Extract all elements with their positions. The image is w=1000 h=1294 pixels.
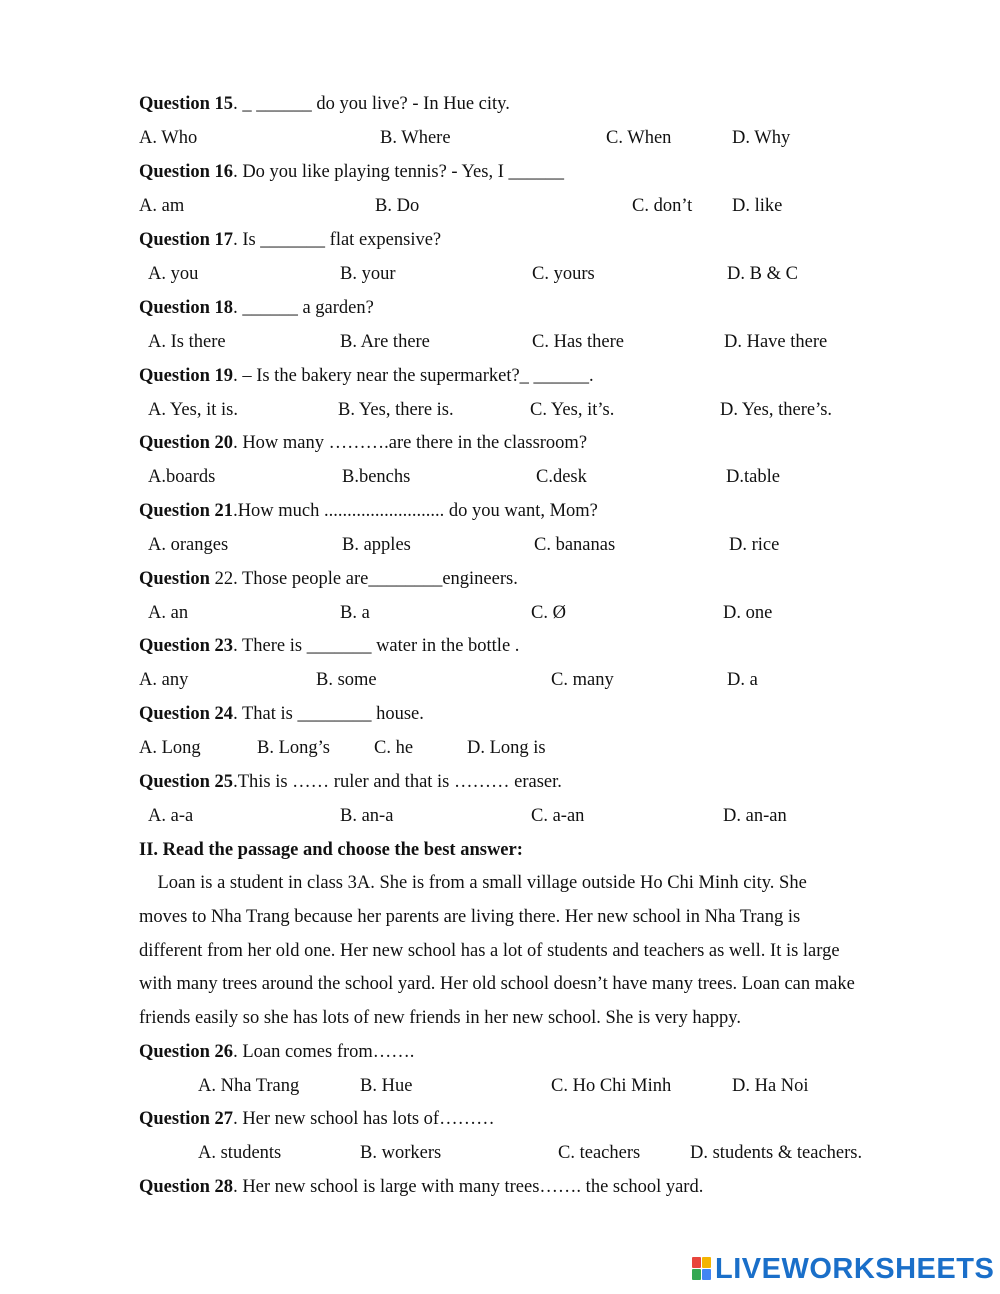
question-label: Question 15 — [139, 94, 234, 114]
question-label: Question 19 — [139, 366, 234, 386]
option-c[interactable]: C. Has there — [532, 332, 624, 352]
option-b[interactable]: B. a — [340, 603, 370, 623]
question-19 — [139, 364, 594, 388]
question-label: Question 28 — [139, 1177, 234, 1197]
option-b[interactable]: B. Are there — [340, 332, 430, 352]
option-b[interactable]: B. apples — [342, 535, 411, 555]
passage-line: different from her old one. Her new school has a lot of students and teachers as well. It is large — [139, 941, 840, 961]
question-label: Question 23 — [139, 636, 234, 656]
option-c[interactable]: C. don’t — [632, 196, 693, 216]
question-text: . Loan comes from……. — [233, 1042, 415, 1062]
option-b[interactable]: B. your — [340, 264, 396, 284]
question-label: Question 16 — [139, 162, 234, 182]
option-c[interactable]: C. he — [374, 738, 414, 758]
question-28 — [139, 1175, 703, 1199]
option-b[interactable]: B. Yes, there is. — [338, 400, 454, 420]
question-text: .How much .......................... do you want, Mom? — [233, 501, 598, 521]
option-d[interactable]: D. Yes, there’s. — [720, 400, 833, 420]
question-text: . _ ______ do you live? - In Hue city. — [233, 94, 510, 114]
question-22 — [139, 567, 518, 591]
option-d[interactable]: D. Have there — [724, 332, 828, 352]
question-27 — [139, 1107, 495, 1131]
option-d[interactable]: D. a — [727, 670, 758, 690]
question-20 — [139, 431, 587, 455]
option-c[interactable]: C. yours — [532, 264, 595, 284]
option-c[interactable]: C. teachers — [558, 1143, 641, 1163]
option-a[interactable]: A. you — [148, 264, 199, 284]
question-label: Question 21 — [139, 501, 234, 521]
question-23 — [139, 634, 519, 658]
option-a[interactable]: A. Who — [139, 128, 198, 148]
question-text: . There is _______ water in the bottle . — [233, 636, 520, 656]
question-18 — [139, 296, 374, 320]
option-a[interactable]: A. a-a — [148, 806, 194, 826]
option-c[interactable]: C. When — [606, 128, 672, 148]
question-label: Question 25 — [139, 772, 234, 792]
option-d[interactable]: D. students & teachers. — [690, 1143, 863, 1163]
question-label: Question 27 — [139, 1109, 234, 1129]
option-b[interactable]: B. Do — [375, 196, 420, 216]
question-26 — [139, 1040, 414, 1064]
option-c[interactable]: C. Ø — [531, 603, 566, 623]
question-text: . Her new school has lots of……… — [233, 1109, 495, 1129]
option-c[interactable]: C. Yes, it’s. — [530, 400, 615, 420]
question-text: . – Is the bakery near the supermarket?_ ______. — [233, 366, 594, 386]
option-c[interactable]: C. Ho Chi Minh — [551, 1076, 672, 1096]
option-d[interactable]: D. like — [732, 196, 783, 216]
option-d[interactable]: D. an-an — [723, 806, 787, 826]
option-b[interactable]: B.benchs — [342, 467, 411, 487]
option-d[interactable]: D. one — [723, 603, 773, 623]
question-25 — [139, 770, 562, 794]
option-b[interactable]: B. some — [316, 670, 377, 690]
option-a[interactable]: A. Is there — [148, 332, 226, 352]
question-label: Question 24 — [139, 704, 234, 724]
option-c[interactable]: C. a-an — [531, 806, 585, 826]
option-b[interactable]: B. Hue — [360, 1076, 413, 1096]
question-text: . Is _______ flat expensive? — [233, 230, 442, 250]
question-text: 22. Those people are________engineers. — [209, 569, 518, 589]
question-label: Question 26 — [139, 1042, 234, 1062]
passage-line: with many trees around the school yard. Her old school doesn’t have many trees. Loan can make — [139, 974, 855, 994]
question-16 — [139, 160, 564, 184]
question-label: Question 20 — [139, 433, 234, 453]
option-d[interactable]: D. Ha Noi — [732, 1076, 809, 1096]
option-d[interactable]: D. rice — [729, 535, 780, 555]
option-c[interactable]: C.desk — [536, 467, 587, 487]
passage-line: Loan is a student in class 3A. She is from a small village outside Ho Chi Minh city. She — [139, 873, 807, 893]
question-text: . Do you like playing tennis? - Yes, I ______ — [233, 162, 564, 182]
brand-name: LIVEWORKSHEETS — [715, 1252, 995, 1285]
question-label: Question 18 — [139, 298, 234, 318]
option-d[interactable]: D.table — [726, 467, 780, 487]
passage-line: moves to Nha Trang because her parents are living there. Her new school in Nha Trang is — [139, 907, 801, 927]
option-a[interactable]: A. oranges — [148, 535, 229, 555]
option-a[interactable]: A. am — [139, 196, 185, 216]
liveworksheets-logo — [692, 1254, 994, 1284]
question-text: .This is …… ruler and that is ……… eraser. — [233, 772, 562, 792]
question-21 — [139, 499, 598, 523]
question-17 — [139, 228, 441, 252]
option-a[interactable]: A. Yes, it is. — [148, 400, 238, 420]
question-text: . ______ a garden? — [233, 298, 374, 318]
option-c[interactable]: C. many — [551, 670, 614, 690]
option-a[interactable]: A. students — [198, 1143, 282, 1163]
question-24 — [139, 702, 424, 726]
option-d[interactable]: D. B & C — [727, 264, 798, 284]
option-b[interactable]: B. workers — [360, 1143, 442, 1163]
question-label: Question 17 — [139, 230, 234, 250]
option-b[interactable]: B. an-a — [340, 806, 394, 826]
option-a[interactable]: A. Nha Trang — [198, 1076, 300, 1096]
question-text: . How many ……….are there in the classroom? — [233, 433, 588, 453]
option-a[interactable]: A. any — [139, 670, 189, 690]
question-text: . That is ________ house. — [233, 704, 424, 724]
option-b[interactable]: B. Long’s — [257, 738, 330, 758]
section-heading: II. Read the passage and choose the best answer: — [139, 840, 523, 860]
option-a[interactable]: A. Long — [139, 738, 201, 758]
option-c[interactable]: C. bananas — [534, 535, 616, 555]
option-d[interactable]: D. Long is — [467, 738, 546, 758]
passage-line: friends easily so she has lots of new friends in her new school. She is very happy. — [139, 1008, 741, 1028]
question-15 — [139, 92, 510, 116]
option-b[interactable]: B. Where — [380, 128, 451, 148]
question-text: . Her new school is large with many trees……. the school yard. — [233, 1177, 704, 1197]
question-label: Question — [139, 569, 210, 589]
option-a[interactable]: A. an — [148, 603, 189, 623]
option-a[interactable]: A.boards — [148, 467, 216, 487]
option-d[interactable]: D. Why — [732, 128, 791, 148]
logo-blocks-icon — [692, 1257, 712, 1281]
